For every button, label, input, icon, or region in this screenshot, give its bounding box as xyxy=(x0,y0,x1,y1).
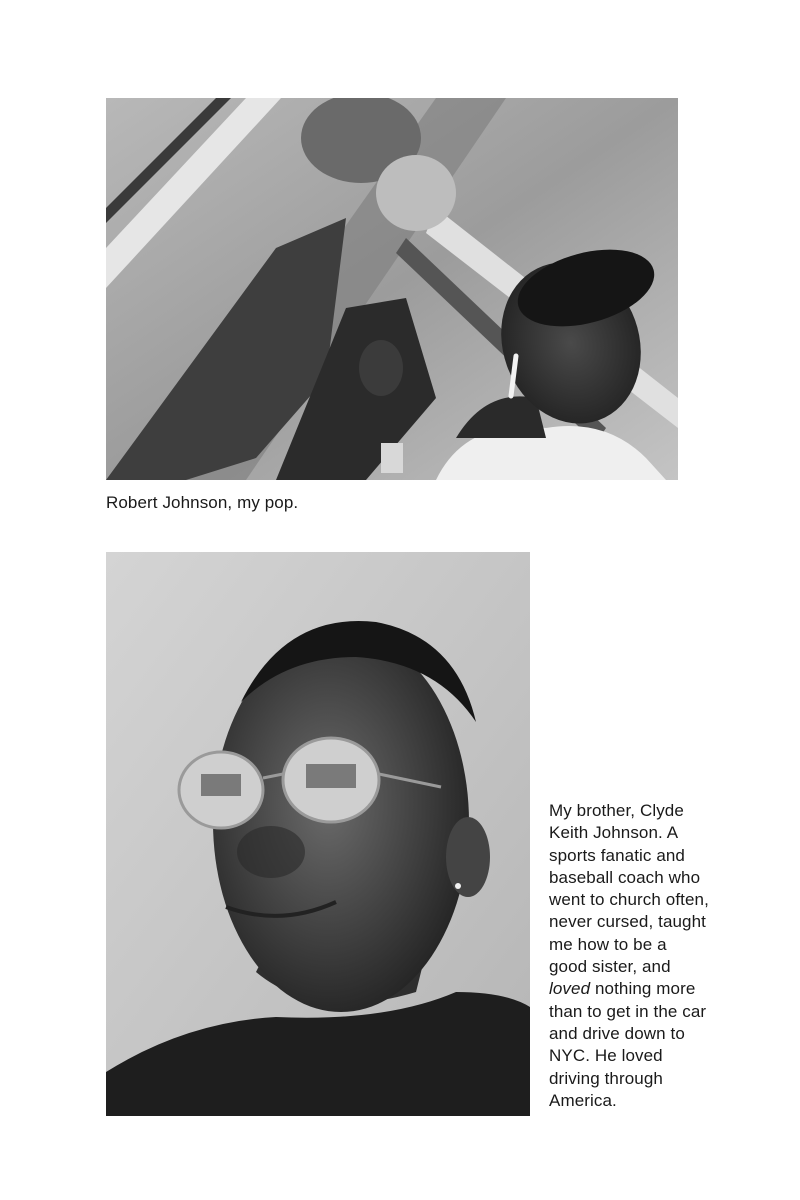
caption-emphasis-loved: loved xyxy=(549,979,591,999)
caption-text-part-2: nothing more than to get in the car and drive down to NYC. He loved driving through America. xyxy=(549,979,707,1110)
photo-clyde-keith-johnson xyxy=(106,552,530,1116)
caption-clyde-keith-johnson xyxy=(549,800,709,1112)
caption-text-part-1: My brother, Clyde Keith Johnson. A sports fanatic and baseball coach who went to church often, never cursed, taught me how to be a good sister, and xyxy=(549,801,709,977)
photo-robert-johnson xyxy=(106,98,678,480)
portrait-photo-icon xyxy=(106,98,678,480)
caption-robert-johnson: Robert Johnson, my pop. xyxy=(106,493,299,512)
portrait-photo-icon xyxy=(106,552,530,1116)
